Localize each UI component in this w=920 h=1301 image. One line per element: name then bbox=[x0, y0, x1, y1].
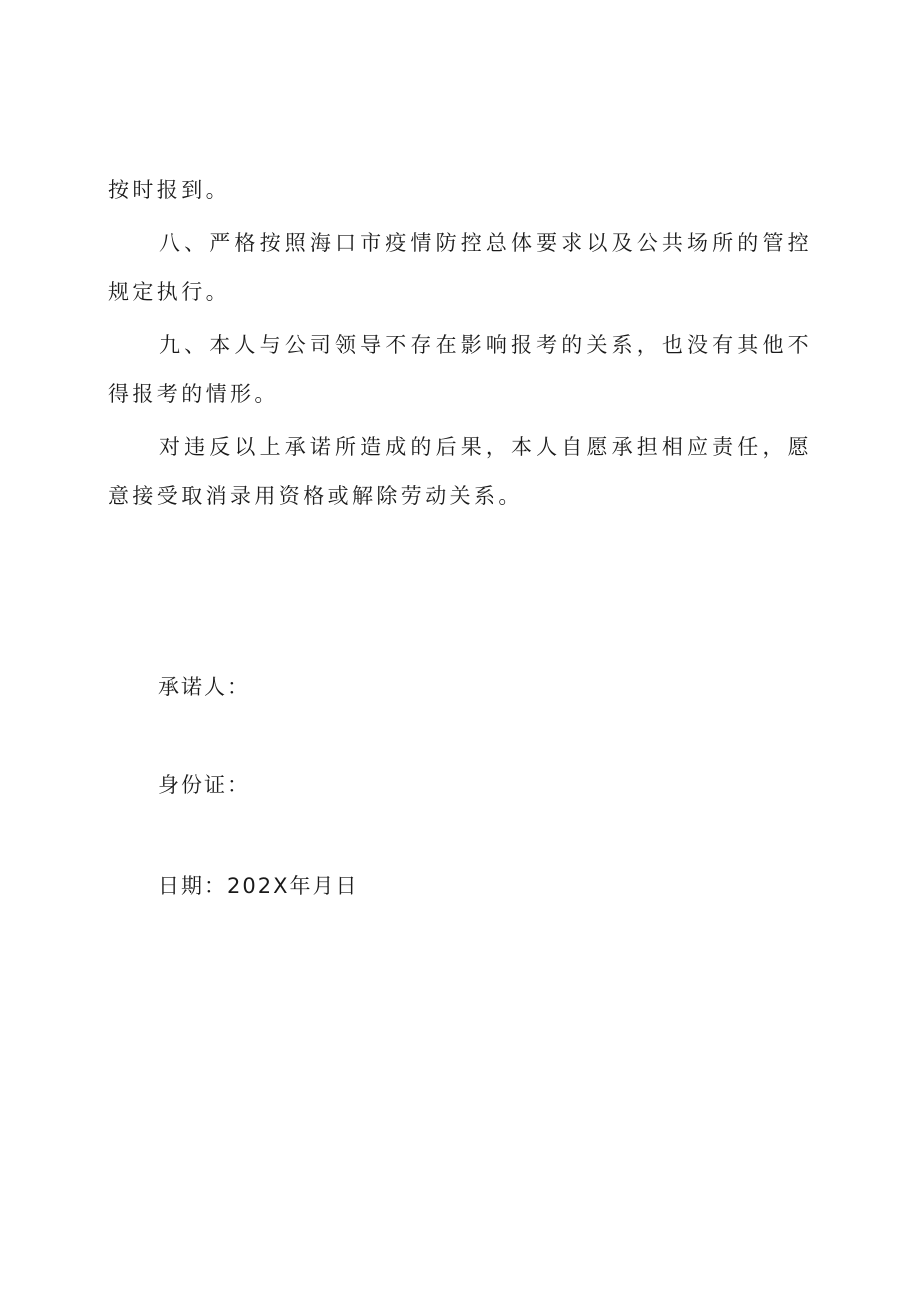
paragraph-consequences: 对违反以上承诺所造成的后果，本人自愿承担相应责任，愿意接受取消录用资格或解除劳动关系。 bbox=[108, 435, 812, 508]
id-card-label: 身份证： bbox=[158, 773, 250, 797]
document-body bbox=[108, 166, 812, 525]
date-label: 日期：202X年月日 bbox=[158, 874, 359, 898]
paragraph-continuation: 按时报到。 bbox=[108, 178, 230, 202]
paragraph-item-8: 八、严格按照海口市疫情防控总体要求以及公共场所的管控规定执行。 bbox=[108, 231, 812, 304]
promisor-label: 承诺人： bbox=[158, 675, 250, 699]
paragraph-item-9: 九、本人与公司领导不存在影响报考的关系，也没有其他不得报考的情形。 bbox=[108, 333, 812, 406]
